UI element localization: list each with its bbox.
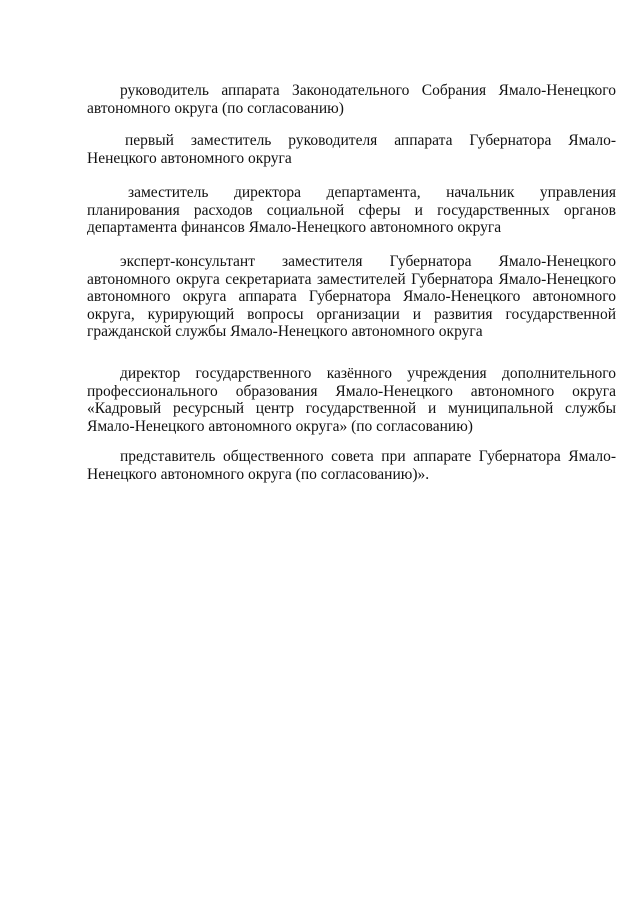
member-entry-personnel-center-director: директор государственного казённого учреждения дополнительного профессионального образования Ямало-Ненецкого автономного округа «Кадровый ресурсный центр государственной и муниципальной службы Ямало-Ненецкого автономного округа» (по согласованию): [87, 365, 616, 435]
member-entry-first-deputy-head: первый заместитель руководителя аппарата Губернатора Ямало-Ненецкого автономного округа: [87, 132, 616, 167]
member-entry-expert-consultant: эксперт-консультант заместителя Губернатора Ямало-Ненецкого автономного округа секретариата заместителей Губернатора Ямало-Ненецкого автономного округа аппарата Губернатора Ямало-Ненецкого автономного округа, курирующий вопросы организации и развития государственной гражданской службы Ямало-Ненецкого автономного округа: [87, 253, 616, 340]
member-entry-legislative-assembly-head: руководитель аппарата Законодательного Собрания Ямало-Ненецкого автономного округа (по согласованию): [87, 82, 616, 117]
member-entry-public-council-representative: представитель общественного совета при аппарате Губернатора Ямало-Ненецкого автономного округа (по согласованию)».: [87, 448, 616, 483]
member-entry-finance-deputy-director: заместитель директора департамента, начальник управления планирования расходов социальной сферы и государственных органов департамента финансов Ямало-Ненецкого автономного округа: [87, 184, 616, 236]
